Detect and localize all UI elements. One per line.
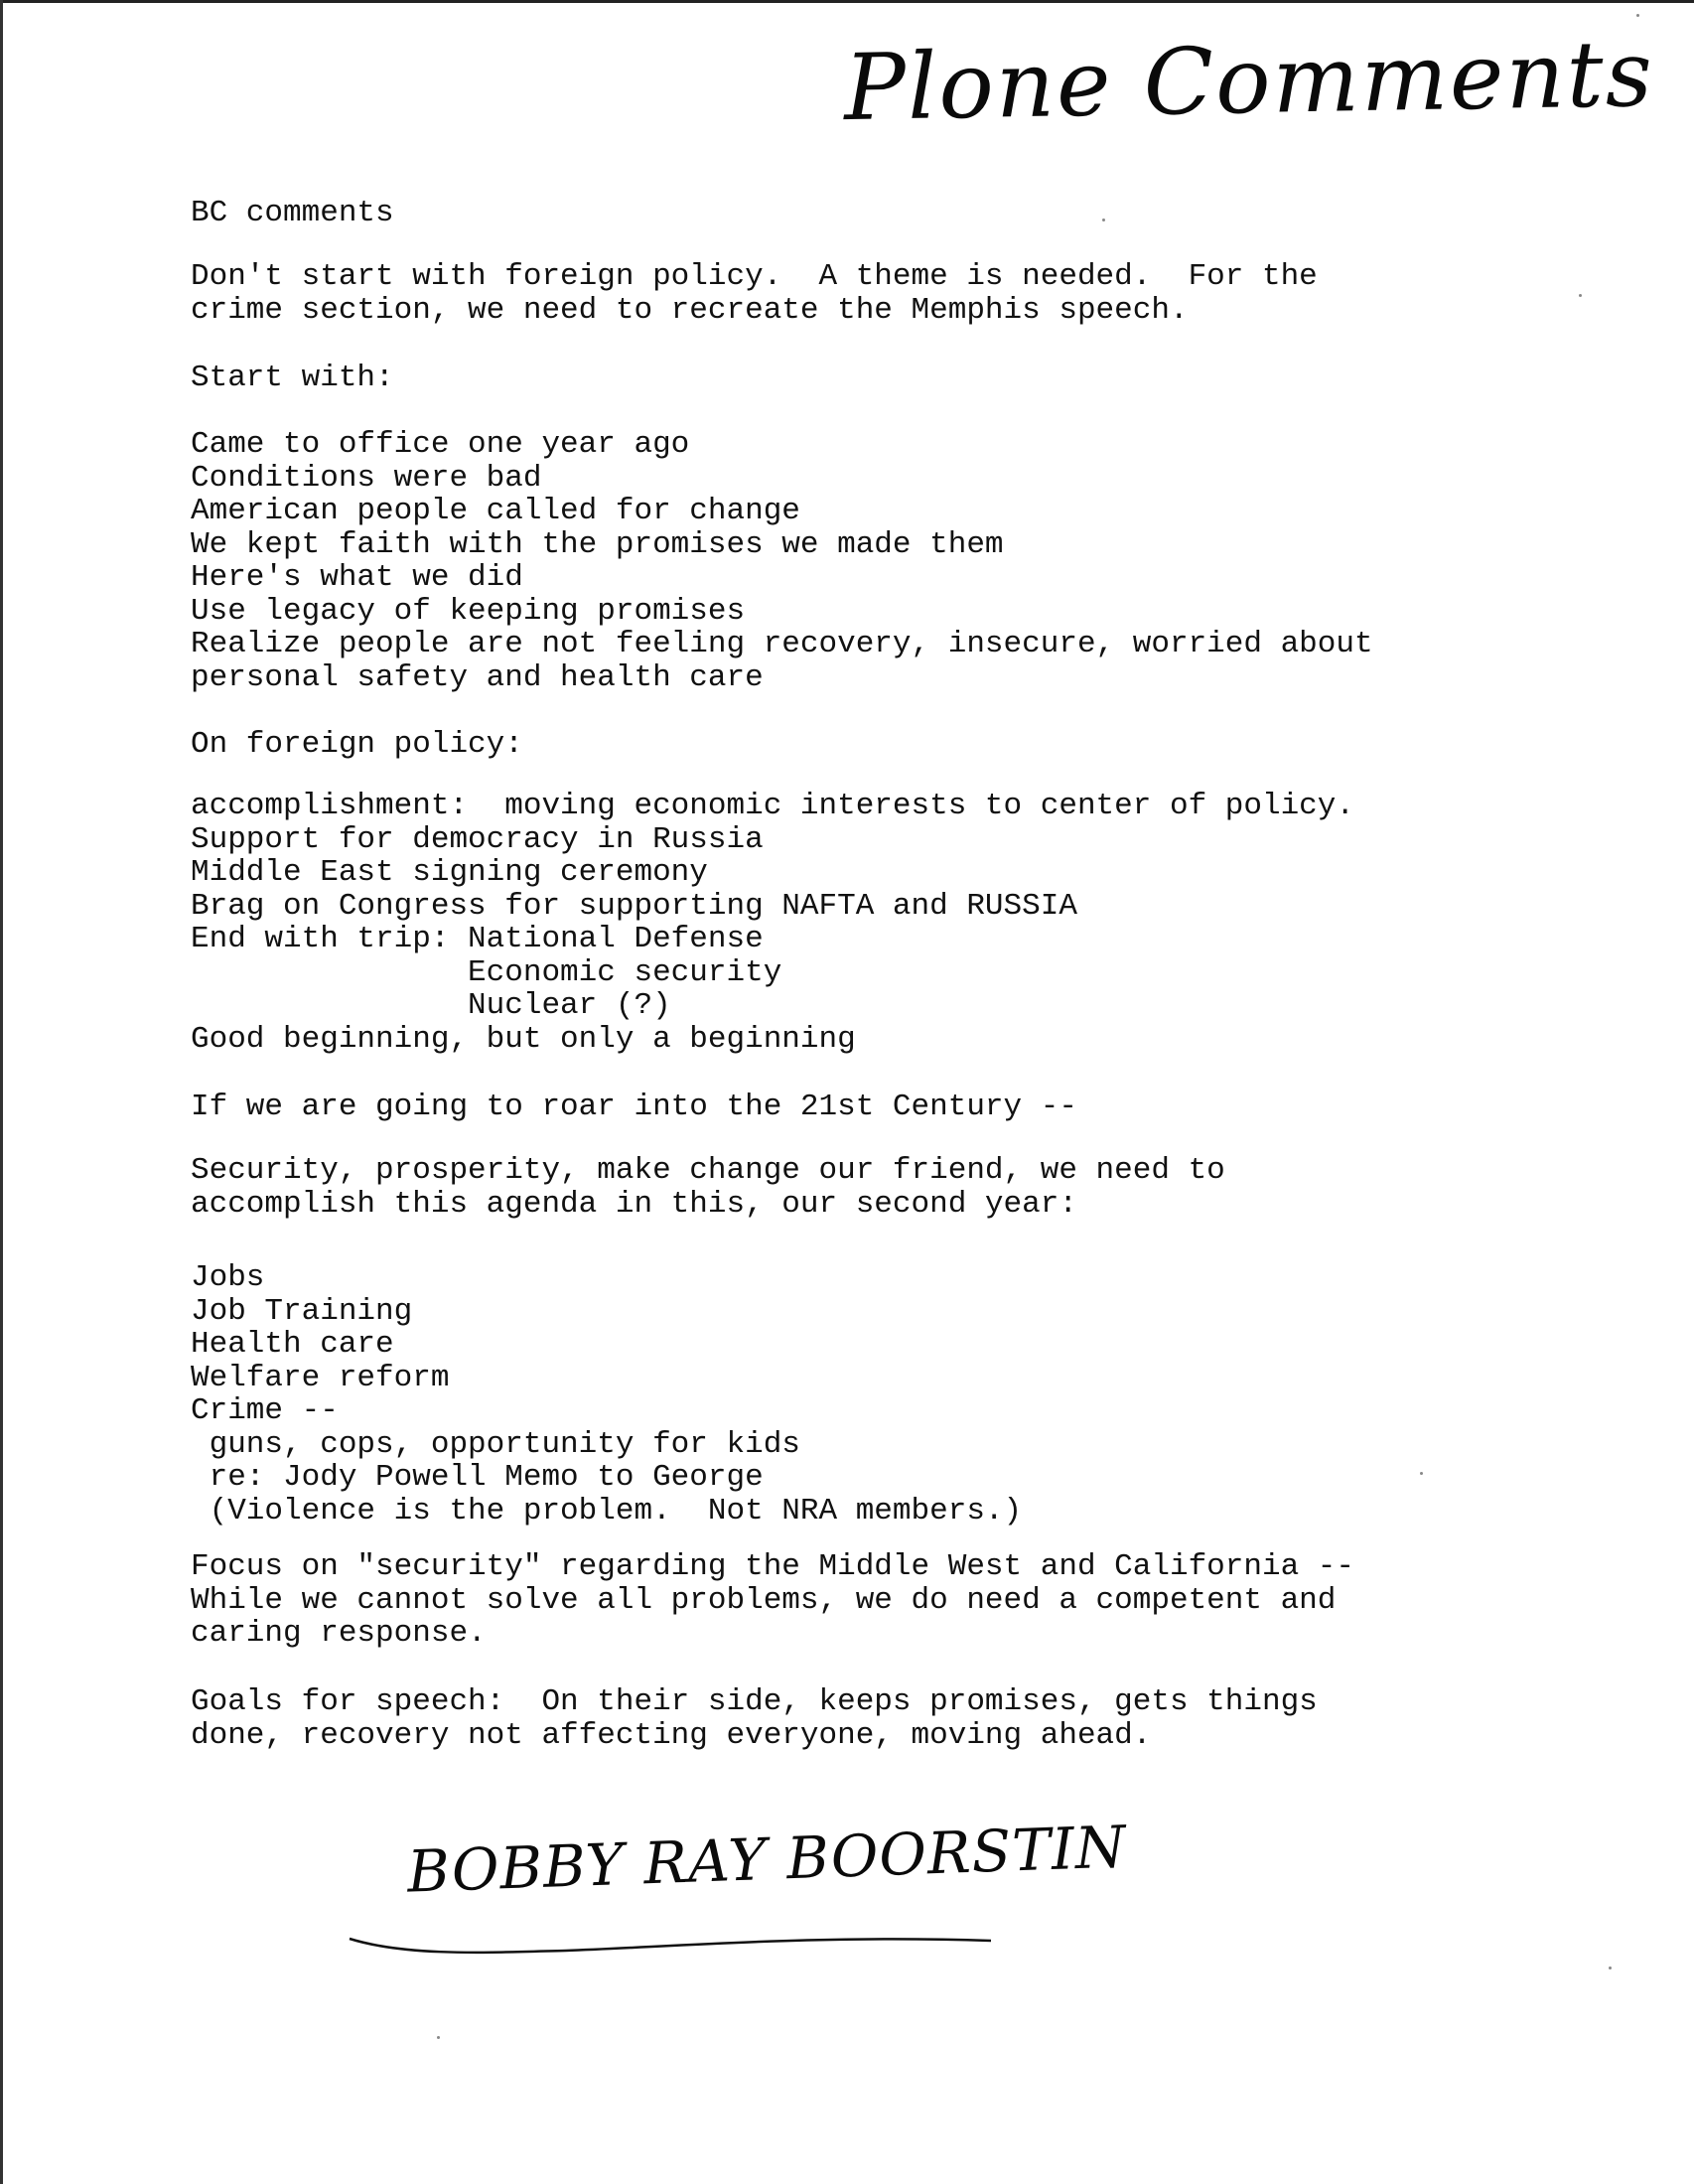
paragraph-agenda: Security, prosperity, make change our friend, we need to accomplish this agenda in this, our second year: [191, 1153, 1225, 1222]
signature-underline [348, 1921, 993, 1961]
scan-edge-left [0, 0, 3, 2184]
document-heading: BC comments [191, 196, 394, 230]
handwritten-title: Plone Comments [843, 20, 1655, 142]
scan-speck [1579, 294, 1582, 297]
paragraph-intro: Don't start with foreign policy. A theme is needed. For the crime section, we need to recreate the Memphis speech. [191, 259, 1318, 328]
list-foreign-policy: accomplishment: moving economic interests to center of policy. Support for democracy in Russia Middle East signing ceremony Brag on Congress for supporting NAFTA and RUSSIA End with trip: National Defense Economic security Nuclear (?) Good beginning, but only a beginning [191, 789, 1354, 1057]
scan-edge-top [0, 0, 1694, 3]
paragraph-21st-century: If we are going to roar into the 21st Century -- [191, 1090, 1077, 1124]
paragraph-foreign-policy: On foreign policy: [191, 727, 523, 762]
scan-speck [1609, 1966, 1612, 1969]
scan-speck [1102, 218, 1105, 221]
handwritten-signature: BOBBY RAY BOORSTIN [406, 1813, 1128, 1906]
scan-speck [1420, 1472, 1423, 1475]
list-agenda: Jobs Job Training Health care Welfare reform Crime -- guns, cops, opportunity for kids re: Jody Powell Memo to George (Violence is the problem. Not NRA members.) [191, 1260, 1023, 1529]
list-start-points: Came to office one year ago Conditions were bad American people called for change We kept faith with the promises we made them Here's what we did Use legacy of keeping promises Realize people are not feeling recovery, insecure, worried about personal safety and health care [191, 427, 1373, 695]
scan-speck [437, 2036, 440, 2039]
paragraph-goals: Goals for speech: On their side, keeps promises, gets things done, recovery not affecting everyone, moving ahead. [191, 1684, 1318, 1753]
scan-speck [1636, 14, 1639, 17]
paragraph-security: Focus on "security" regarding the Middle West and California -- While we cannot solve all problems, we do need a competent and caring response. [191, 1549, 1354, 1651]
paragraph-start-with: Start with: [191, 361, 394, 395]
